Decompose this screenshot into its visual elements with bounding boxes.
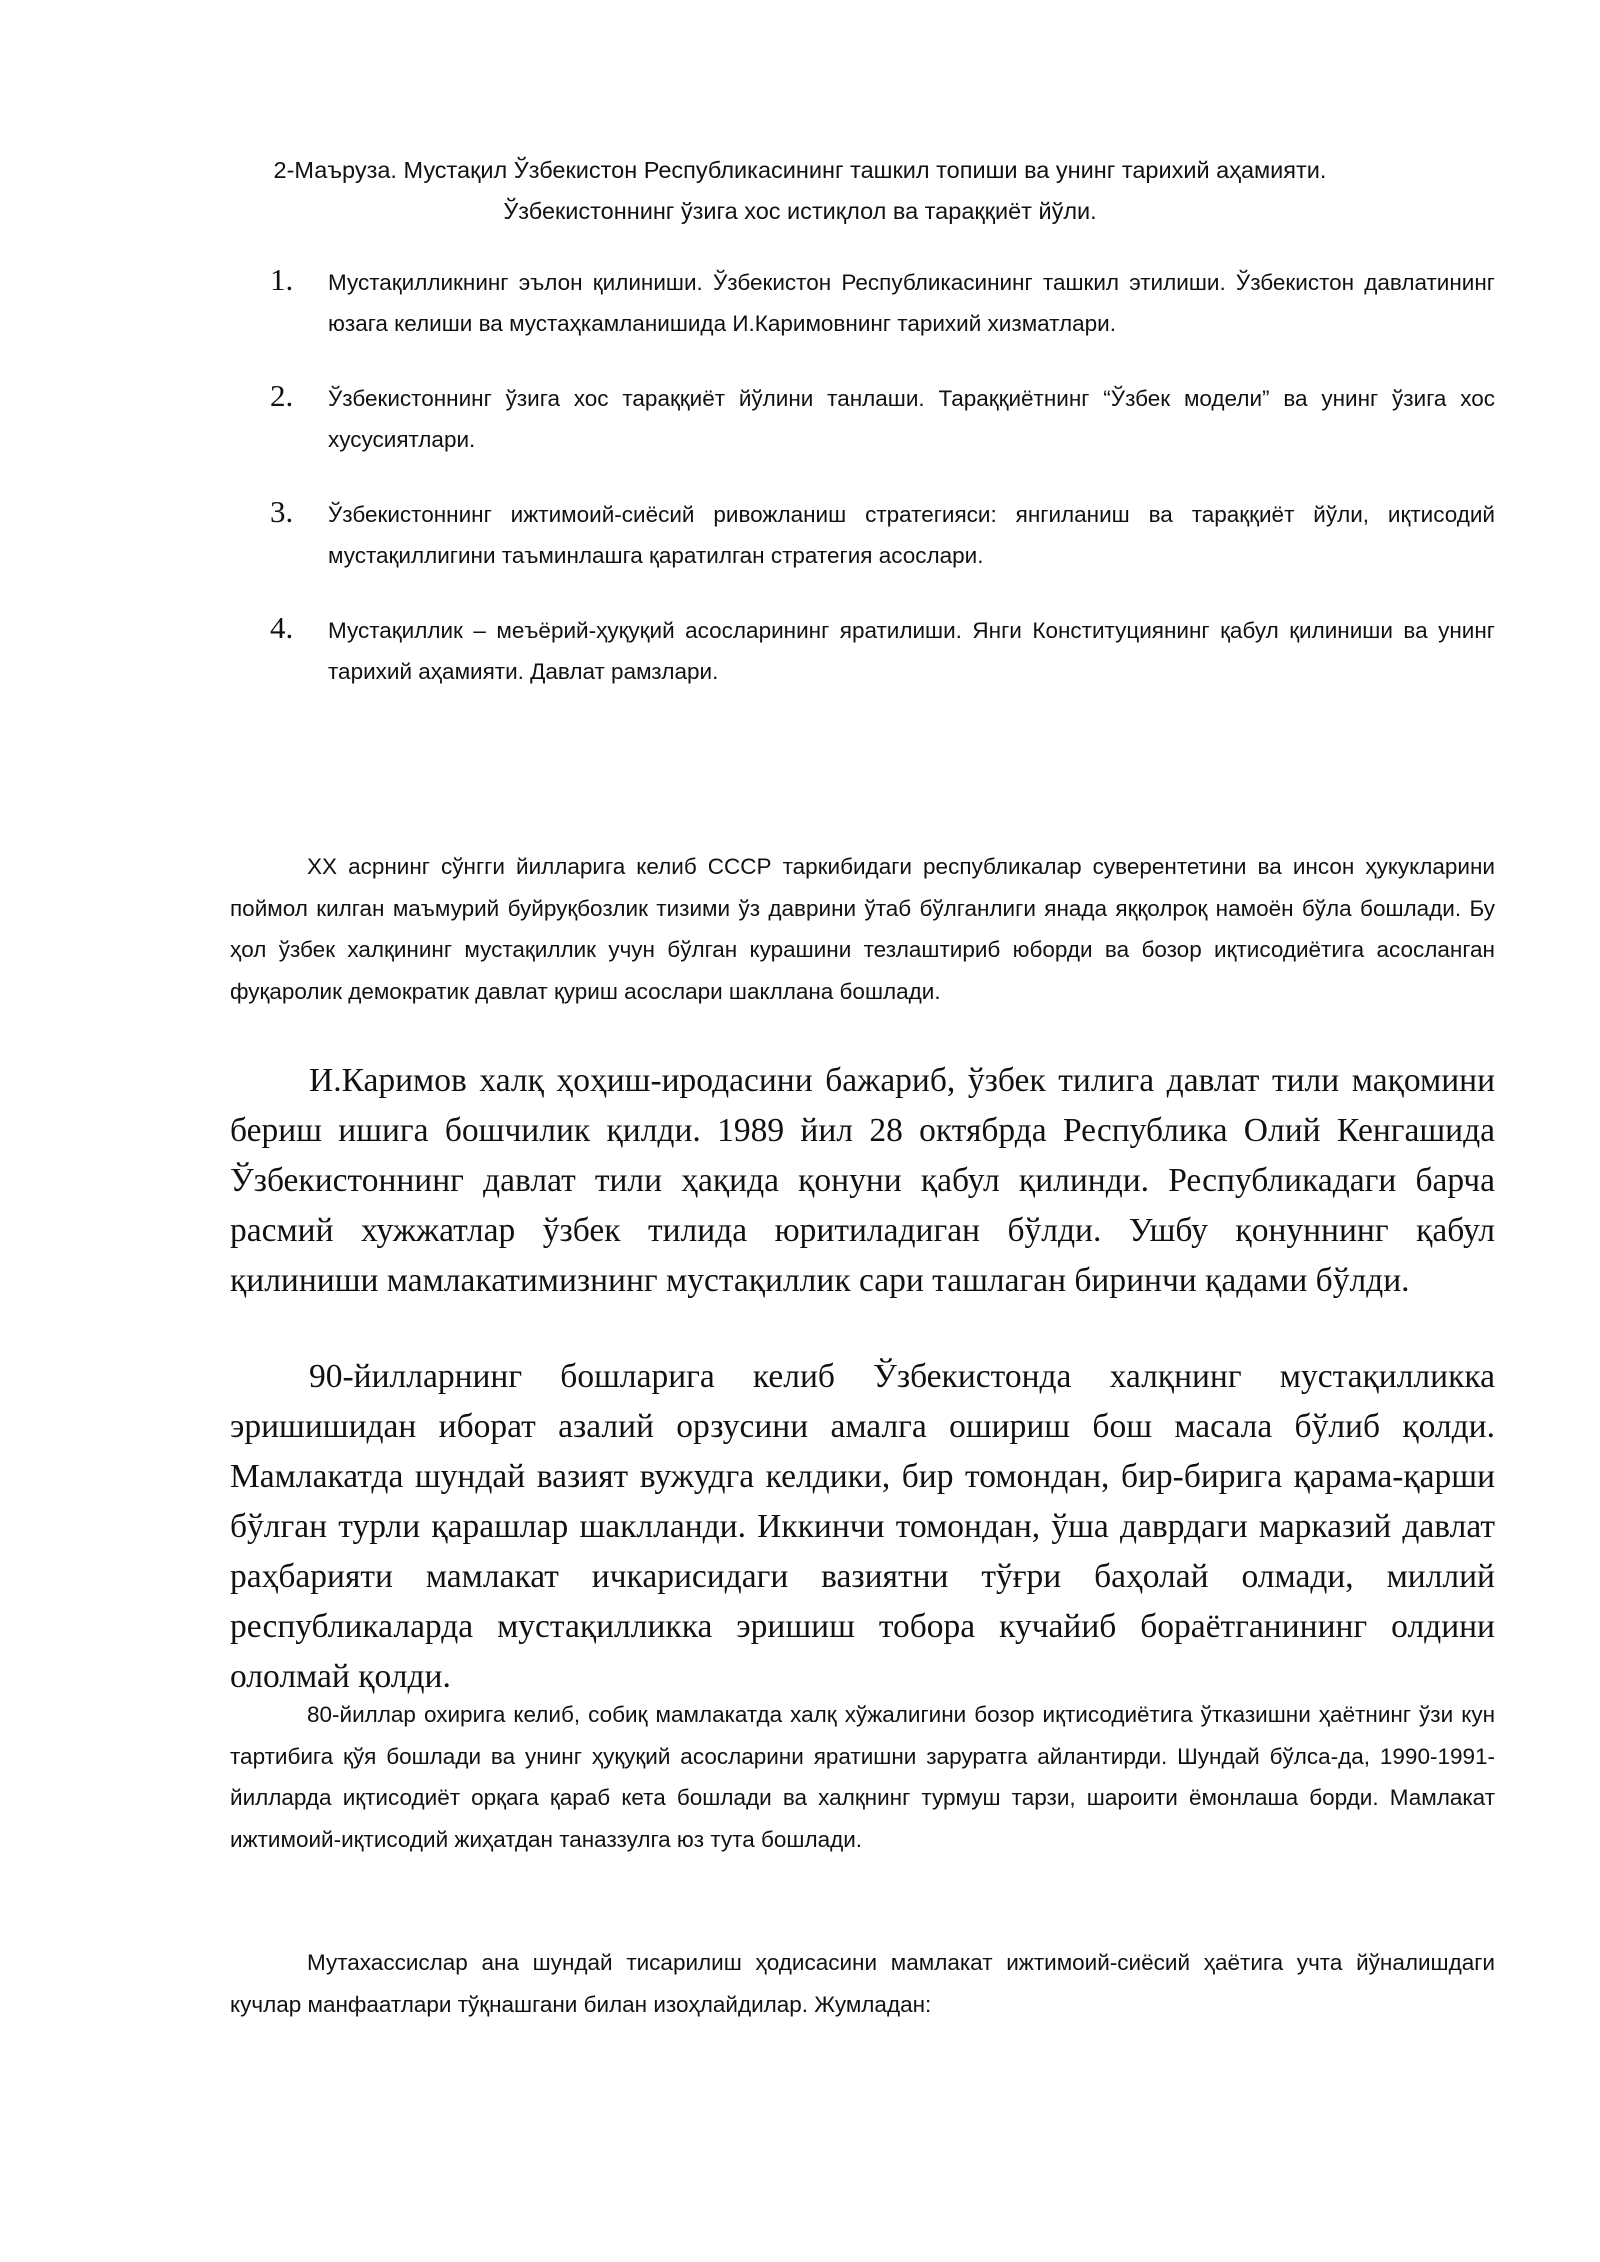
outline-item-text: Мустақилликнинг эълон қилиниши. Ўзбекистон Республикасининг ташкил этилиши. Ўзбекистон давлатининг юзага келиши ва мустаҳкамланишида И.Каримовнинг тарихий хизматлари. (328, 270, 1495, 336)
outline-item-number: 4. (270, 610, 294, 645)
outline-item-number: 1. (270, 262, 294, 297)
outline-item (270, 262, 1495, 344)
lecture-outline (270, 262, 1495, 726)
page-title (230, 150, 1370, 232)
outline-item (270, 610, 1495, 692)
body-paragraph: 90-йилларнинг бошларига келиб Ўзбекистонда халқнинг мустақилликка эришишидан иборат азалий орзусини амалга ошириш бош масала бўлиб қолди. Мамлакатда шундай вазият вужудга келдики, бир томондан, бир-бирига қарама-қарши бўлган турли қарашлар шаклланди. Иккинчи томондан, ўша даврдаги марказий давлат раҳбарияти мамлакат ичкарисидаги вазиятни тўғри баҳолай олмади, миллий республикаларда мустақилликка эришиш тобора кучайиб бораётганининг олдини ололмай қолди. (230, 1358, 1495, 1695)
outline-item-number: 2. (270, 378, 294, 413)
outline-item-number: 3. (270, 494, 294, 529)
outline-item (270, 494, 1495, 576)
outline-item (270, 378, 1495, 460)
title-line-2: Ўзбекистоннинг ўзига хос истиқлол ва тараққиёт йўли. (503, 198, 1097, 224)
body-paragraph: И.Каримов халқ ҳоҳиш-иродасини бажариб, ўзбек тилига давлат тили мақомини бериш ишига бошчилик қилди. 1989 йил 28 октябрда Республика Олий Кенгашида Ўзбекистоннинг давлат тили ҳақида қонуни қабул қилинди. Республикадаги барча расмий хужжатлар ўзбек тилида юритиладиган бўлди. Ушбу қонуннинг қабул қилиниши мамлакатимизнинг мустақиллик сари ташлаган биринчи қадами бўлди. (230, 1062, 1495, 1299)
body-paragraph: 80-йиллар охирига келиб, собиқ мамлакатда халқ хўжалигини бозор иқтисодиётига ўтказишни ҳаётнинг ўзи кун тартибига қўя бошлади ва унинг ҳуқуқий асосларини яратишни заруратга айлантирди. Шундай бўлса-да, 1990-1991-йилларда иқтисодиёт орқага қараб кета бошлади ва халқнинг турмуш тарзи, шароити ёмонлаша борди. Мамлакат ижтимоий-иқтисодий жиҳатдан таназзулга юз тута бошлади. (230, 1702, 1495, 1852)
outline-item-text: Ўзбекистоннинг ижтимоий-сиёсий ривожланиш стратегияси: янгиланиш ва тараққиёт йўли, иқтисодий мустақиллигини таъминлашга қаратилган стратегия асослари. (328, 502, 1495, 568)
body-paragraph: Мутахассислар ана шундай тисарилиш ҳодисасини мамлакат ижтимоий-сиёсий ҳаётига учта йўналишдаги кучлар манфаатлари тўқнашгани билан изоҳлайдилар. Жумладан: (230, 1950, 1495, 2017)
body-paragraph: XX асрнинг сўнгги йилларига келиб СССР таркибидаги республикалар суверентетини ва инсон ҳукукларини поймол килган маъмурий буйруқбозлик тизими ўз даврини ўтаб бўлганлиги янада яққолроқ намоён бўла бошлади. Бу ҳол ўзбек халқининг мустақиллик учун бўлган курашини тезлаштириб юборди ва бозор иқтисодиётига асосланган фуқаролик демократик давлат қуриш асослари шакллана бошлади. (230, 854, 1495, 1004)
title-line-1: 2-Маъруза. Мустақил Ўзбекистон Республикасининг ташкил топиши ва унинг тарихий аҳамияти. (273, 157, 1327, 183)
outline-item-text: Мустақиллик – меъёрий-ҳуқуқий асосларининг яратилиши. Янги Конституциянинг қабул қилиниши ва унинг тарихий аҳамияти. Давлат рамзлари. (328, 618, 1495, 684)
outline-item-text: Ўзбекистоннинг ўзига хос тараққиёт йўлини танлаши. Тараққиётнинг “Ўзбек модели” ва унинг ўзига хос хусусиятлари. (328, 386, 1495, 452)
